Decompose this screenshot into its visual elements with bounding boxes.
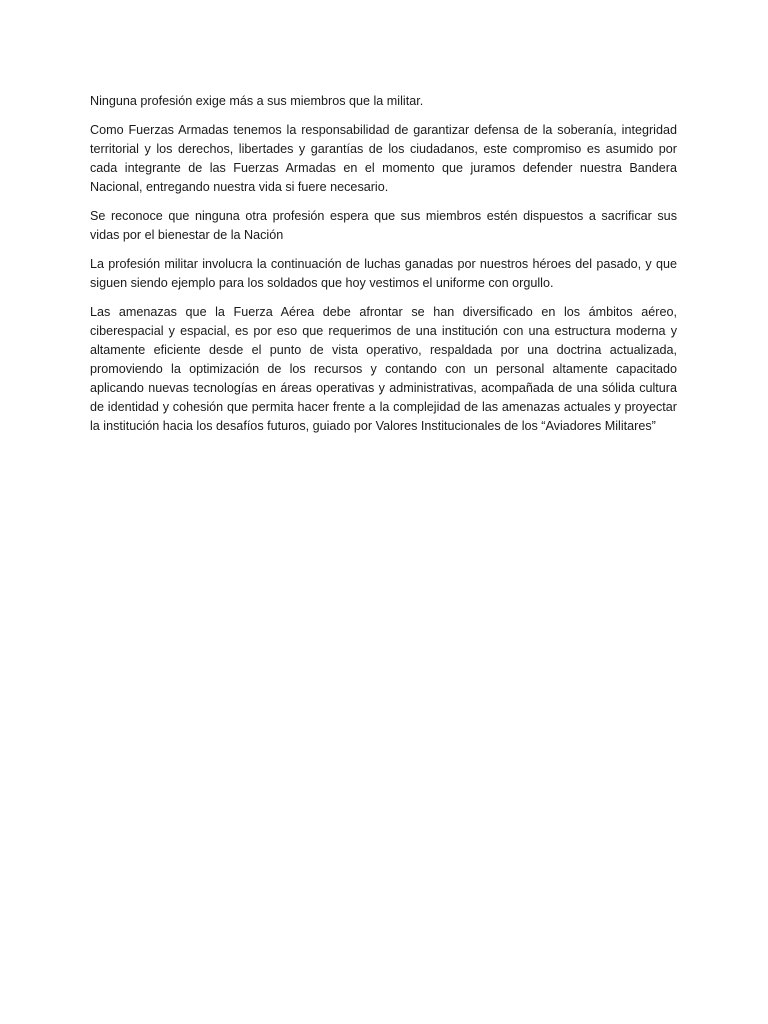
document-body [90, 92, 677, 446]
paragraph-1: Ninguna profesión exige más a sus miembros que la militar. [90, 94, 424, 108]
paragraph-2: Como Fuerzas Armadas tenemos la responsabilidad de garantizar defensa de la soberanía, integridad territorial y los derechos, libertades y garantías de los ciudadanos, este compromiso es asumido por cada integrante de las Fuerzas Armadas en el momento que juramos defender nuestra Bandera Nacional, entregando nuestra vida si fuere necesario. [90, 123, 677, 194]
paragraph-4: La profesión militar involucra la continuación de luchas ganadas por nuestros héroes del pasado, y que siguen siendo ejemplo para los soldados que hoy vestimos el uniforme con orgullo. [90, 257, 677, 290]
paragraph-5: Las amenazas que la Fuerza Aérea debe afrontar se han diversificado en los ámbitos aéreo, ciberespacial y espacial, es por eso que requerimos de una institución con una estructura moderna y altamente eficiente desde el punto de vista operativo, respaldada por una doctrina actualizada, promoviendo la optimización de los recursos y contando con un personal altamente capacitado aplicando nuevas tecnologías en áreas operativas y administrativas, acompañada de una sólida cultura de identidad y cohesión que permita hacer frente a la complejidad de las amenazas actuales y proyectar la institución hacia los desafíos futuros, guiado por Valores Institucionales de los “Aviadores Militares” [90, 305, 677, 433]
paragraph-3: Se reconoce que ninguna otra profesión espera que sus miembros estén dispuestos a sacrificar sus vidas por el bienestar de la Nación [90, 209, 677, 242]
